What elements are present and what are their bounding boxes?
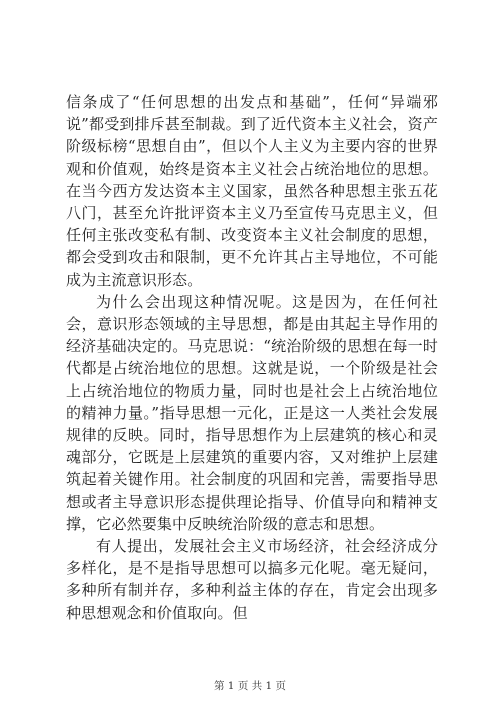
paragraph-1: 信条成了“任何思想的出发点和基础”，任何“异端邪说”都受到排斥甚至制裁。到了近代资本主义社会，资产阶级标榜“思想自由”，但以个人主义为主要内容的世界观和价值观，始终是资本主义社会占统治地位的思想。在当今西方发达资本主义国家，虽然各种思想主张五花八门，甚至允许批评资本主义乃至宣传马克思主义，但任何主张改变私有制、改变资本主义社会制度的思想，都会受到攻击和限制，更不允许其占主导地位，不可能成为主流意识形态。 <box>66 93 438 289</box>
page-footer: 第 1 页 共 1 页 <box>213 680 287 692</box>
paragraph-3: 有人提出，发展社会主义市场经济，社会经济成分多样化，是不是指导思想可以搞多元化呢。毫无疑问，多种所有制并存，多种利益主体的存在，肯定会出现多种思想观念和价值取向。但 <box>66 537 438 622</box>
document-body <box>66 91 438 624</box>
paragraph-2: 为什么会出现这种情况呢。这是因为，在任何社会，意识形态领域的主导思想，都是由其起主导作用的经济基础决定的。马克思说：“统治阶级的思想在每一时代都是占统治地位的思想。这就是说，一个阶级是社会上占统治地位的物质力量，同时也是社会上占统治地位的精神力量。”指导思想一元化，正是这一人类社会发展规律的反映。同时，指导思想作为上层建筑的核心和灵魂部分，它既是上层建筑的重要内容，又对维护上层建筑起着关键作用。社会制度的巩固和完善，需要指导思想或者主导意识形态提供理论指导、价值导向和精神支撑，它必然要集中反映统治阶级的意志和思想。 <box>66 292 438 533</box>
